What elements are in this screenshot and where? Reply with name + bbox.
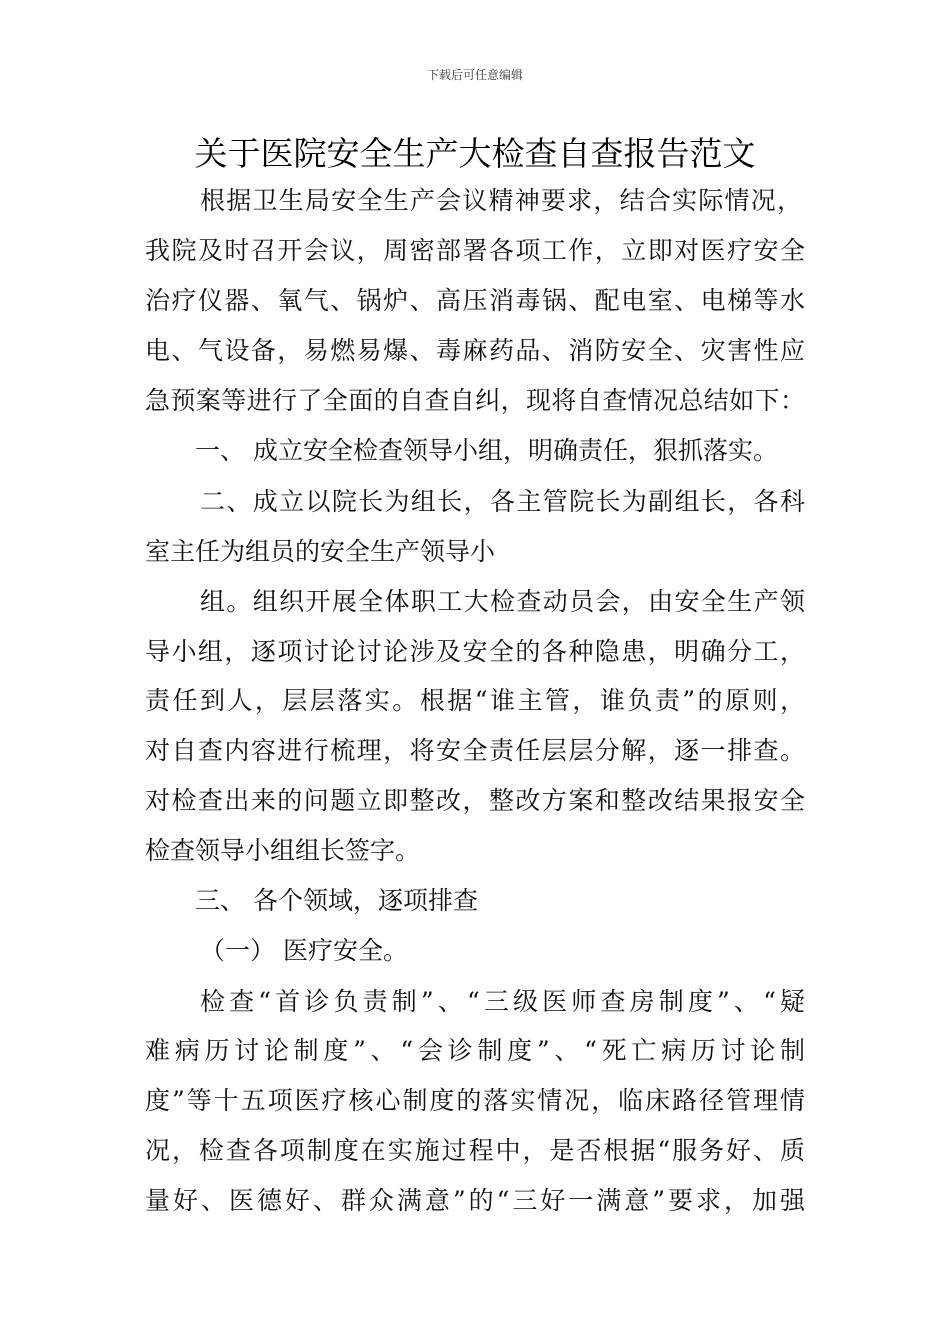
header-note: 下载后可任意编辑: [426, 68, 523, 82]
paragraph-line: 检查“首诊负责制”、“三级医师查房制度”、“疑: [200, 987, 805, 1016]
paragraph-line: 责任到人，层层落实。根据“谁主管，谁负责”的原则，: [145, 686, 805, 715]
paragraph-line: 电、气设备，易燃易爆、毒麻药品、消防安全、灾害性应: [145, 336, 805, 365]
paragraph-line: 室主任为组员的安全生产领导小: [145, 537, 496, 566]
paragraph-line: 对自查内容进行梳理，将安全责任层层分解，逐一排查。: [145, 736, 805, 765]
paragraph-line: 况，检查各项制度在实施过程中，是否根据“服务好、质: [145, 1136, 805, 1165]
section-heading: 三、 各个领域，逐项排查: [195, 886, 478, 915]
paragraph-line: 度”等十五项医疗核心制度的落实情况，临床路径管理情: [145, 1086, 805, 1115]
paragraph-line: 治疗仪器、氧气、锅炉、高压消毒锅、配电室、电梯等水: [145, 286, 805, 315]
paragraph-line: 对检查出来的问题立即整改，整改方案和整改结果报安全: [145, 786, 805, 815]
paragraph-line: 根据卫生局安全生产会议精神要求，结合实际情况，: [200, 186, 802, 215]
paragraph-line: 难病历讨论制度”、“会诊制度”、“死亡病历讨论制: [145, 1036, 805, 1065]
paragraph-line: 急预案等进行了全面的自查自纠，现将自查情况总结如下：: [145, 386, 805, 415]
paragraph-line: 检查领导小组组长签字。: [145, 836, 421, 865]
subsection-heading: （一） 医疗安全。: [200, 936, 408, 965]
document-title: 关于医院安全生产大检查自查报告范文: [194, 134, 756, 173]
paragraph-line: 量好、医德好、群众满意”的“三好一满意”要求，加强: [145, 1186, 805, 1215]
section-heading: 一、 成立安全检查领导小组，明确责任，狠抓落实。: [195, 436, 778, 465]
paragraph-line: 我院及时召开会议，周密部署各项工作，立即对医疗安全: [145, 236, 805, 265]
paragraph-line: 导小组，逐项讨论讨论涉及安全的各种隐患，明确分工，: [145, 637, 805, 666]
paragraph-line: 二、成立以院长为组长，各主管院长为副组长，各科: [200, 487, 805, 516]
paragraph-line: 组。组织开展全体职工大检查动员会，由安全生产领: [200, 587, 805, 616]
